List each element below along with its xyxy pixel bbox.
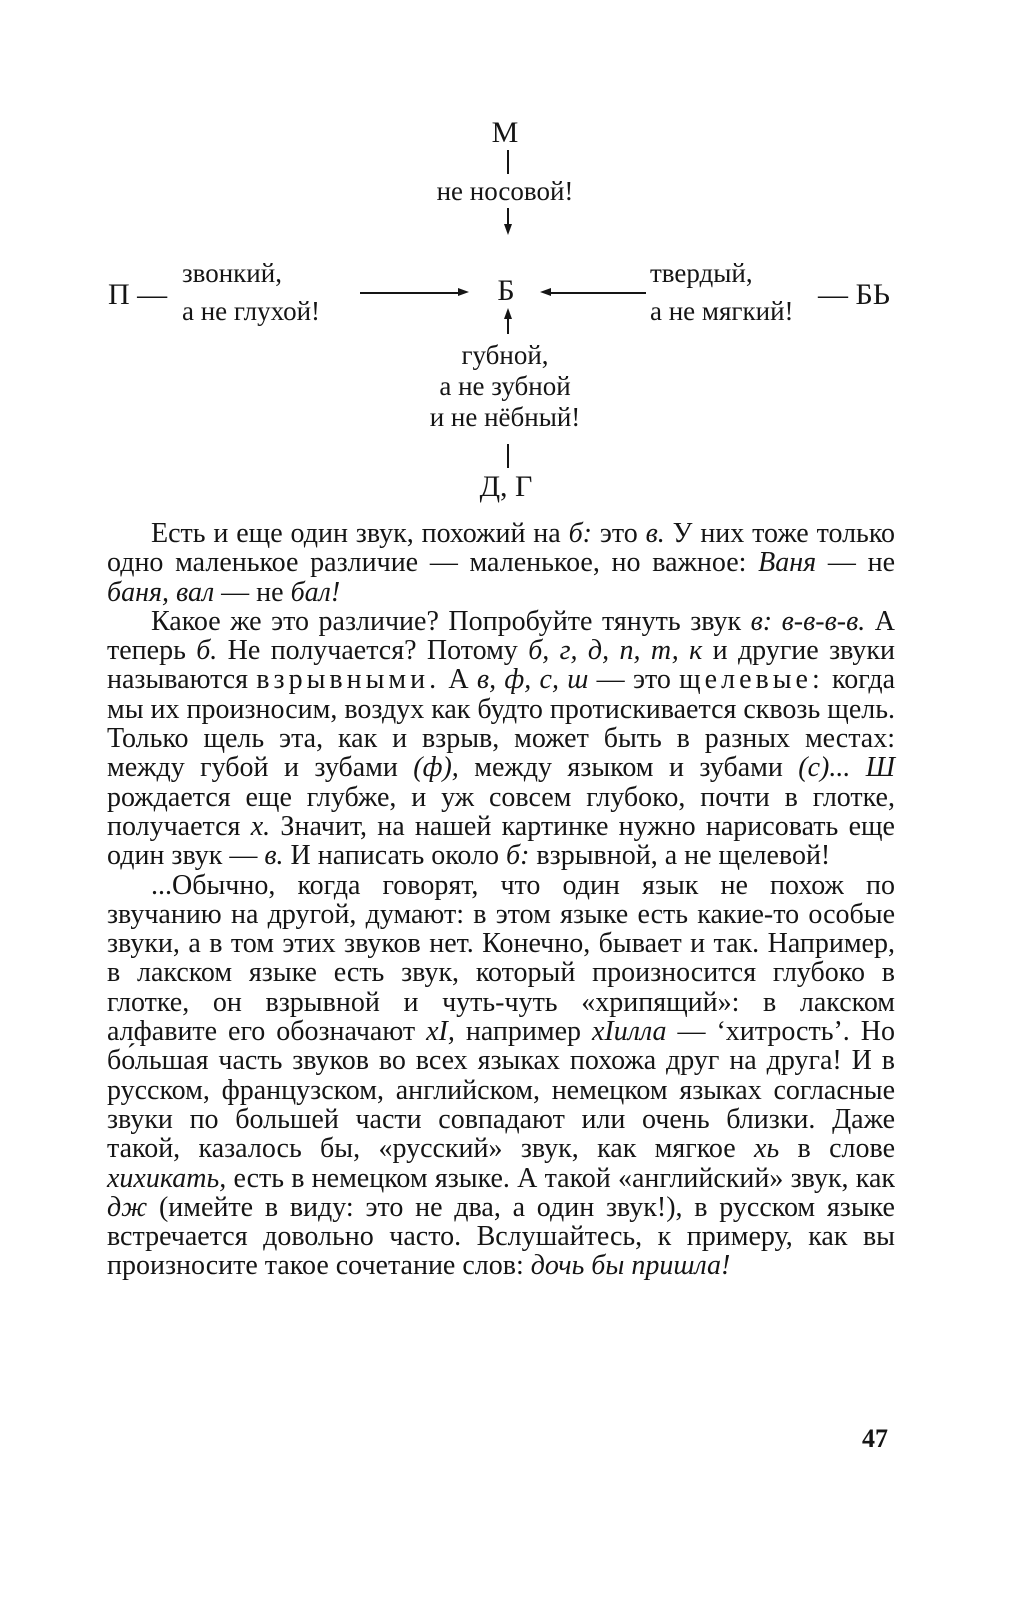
- italic-run: xI,: [426, 1016, 455, 1048]
- paragraph-1: [107, 519, 895, 607]
- text-run: Не получается? Потому: [217, 635, 529, 667]
- text-run: У них тоже только одно маленькое различие — маленькое, но важное:: [107, 518, 896, 579]
- text-run: когда мы их произносим, воздух как будто протискивается сквозь щель. Только щель эта, как и взрыв, может быть в разных местах: между губой и зубами: [107, 664, 895, 784]
- paragraph-2: [107, 607, 895, 871]
- text-run: в слове: [779, 1133, 896, 1165]
- text-run: например: [454, 1016, 592, 1048]
- diagram-left-note-1: звонкий,: [182, 258, 282, 288]
- text-run: — не: [816, 547, 895, 579]
- diagram-right-note-2: а не мягкий!: [650, 296, 794, 326]
- italic-run: Ваня: [758, 547, 817, 579]
- bottom-arrow-shaft: [507, 318, 509, 334]
- text-run: Какое же это различие? Попробуйте тянуть звук: [151, 605, 751, 637]
- italic-run: б.: [196, 635, 218, 667]
- body-text: [107, 519, 895, 1281]
- italic-run: xIилла: [592, 1016, 667, 1048]
- italic-run: в, ф, с, ш: [476, 664, 589, 696]
- text-run: (имейте в виду: это не два, а один звук!), в русском языке встречается довольно часто. Вслушайтесь, к примеру, как вы произносите такое сочетание слов:: [107, 1191, 895, 1282]
- italic-run: (с)... Ш: [798, 752, 896, 784]
- diagram-bottom-note-2: а не зубной: [439, 371, 571, 401]
- italic-run: дочь бы пришла!: [530, 1250, 731, 1282]
- text-run: взрывной, а не щелевой!: [529, 840, 831, 872]
- text-run: рождается еще глубже, и уж совсем глубоко, почти в глотке, получается: [107, 781, 895, 842]
- italic-run: в: в-в-в-в.: [750, 605, 866, 637]
- italic-run: хихикать,: [107, 1162, 227, 1194]
- diagram-center-letter: Б: [497, 274, 515, 307]
- italic-run: хь: [754, 1133, 780, 1165]
- diagram-top-letter: М: [491, 116, 519, 149]
- top-connector-line: [507, 150, 509, 174]
- bottom-connector-line: [507, 444, 509, 468]
- text-run: Есть и еще один звук, похожий на: [151, 518, 569, 549]
- spaced-term: щелевые:: [679, 664, 824, 696]
- right-arrow-shaft: [550, 292, 646, 294]
- text-run: между языком и зубами: [458, 752, 799, 784]
- page-number: 47: [862, 1424, 888, 1453]
- text-run: ...Обычно, когда говорят, что один язык не похож по звучанию на другой, думают: в этом языке есть какие-то особые звуки, а в том этих звуков нет. Конечно, бывает и так. Например, в лакском языке есть звук, который произносится глубоко в глотке, он взрывной и чуть-чуть «хрипящий»: в лакском алфавите его обозначают: [107, 869, 895, 1048]
- italic-run: б:: [568, 518, 592, 549]
- right-arrow-icon: [458, 288, 469, 296]
- text-run: — ‘хитрость’. Но бо́льшая часть звуков во всех языках похожа друг на друга! И в русском, французском, английском, немецком языках согласные звуки по большей части совпадают или очень близки. Даже такой, казалось бы, «русский» звук, как мягкое: [107, 1016, 895, 1165]
- italic-run: в.: [645, 518, 665, 549]
- italic-run: бал!: [290, 576, 341, 608]
- italic-run: б:: [506, 840, 530, 872]
- text-run: — не: [214, 576, 291, 608]
- diagram-left-letter: П —: [108, 278, 168, 311]
- text-run: А теперь: [107, 605, 895, 667]
- italic-run: х.: [250, 810, 271, 842]
- diagram-left-note-2: а не глухой!: [182, 296, 321, 326]
- italic-run: баня, вал: [107, 576, 215, 608]
- diagram-right-note-1: твердый,: [650, 258, 753, 288]
- text-run: и другие звуки называются: [107, 635, 895, 696]
- diagram-bottom-note-3: и не нёбный!: [429, 402, 581, 432]
- diagram-bottom-note-1: губной,: [461, 340, 549, 370]
- paragraph-3: [107, 871, 895, 1281]
- text-run: И написать около: [283, 840, 506, 872]
- italic-run: дж: [107, 1191, 148, 1223]
- diagram-right-letter: — БЬ: [818, 278, 890, 311]
- phoneme-diagram: [0, 0, 1022, 520]
- text-run: есть в немецком языке. А такой «английский» звук, как: [226, 1162, 895, 1194]
- italic-run: (ф),: [413, 752, 459, 784]
- diagram-bottom-letters: Д, Г: [479, 470, 533, 503]
- text-run: это: [591, 518, 646, 549]
- text-run: — это: [588, 664, 680, 696]
- italic-run: б, г, д, п, т, к: [528, 635, 703, 667]
- left-arrow-shaft: [360, 292, 460, 294]
- diagram-top-note: не носовой!: [436, 176, 574, 206]
- text-run: Значит, на нашей картинке нужно нарисовать еще один звук —: [107, 810, 895, 872]
- down-arrow-icon: [504, 224, 512, 235]
- text-run: А: [440, 664, 477, 696]
- italic-run: в.: [264, 840, 284, 872]
- spaced-term: взрывными.: [256, 664, 441, 696]
